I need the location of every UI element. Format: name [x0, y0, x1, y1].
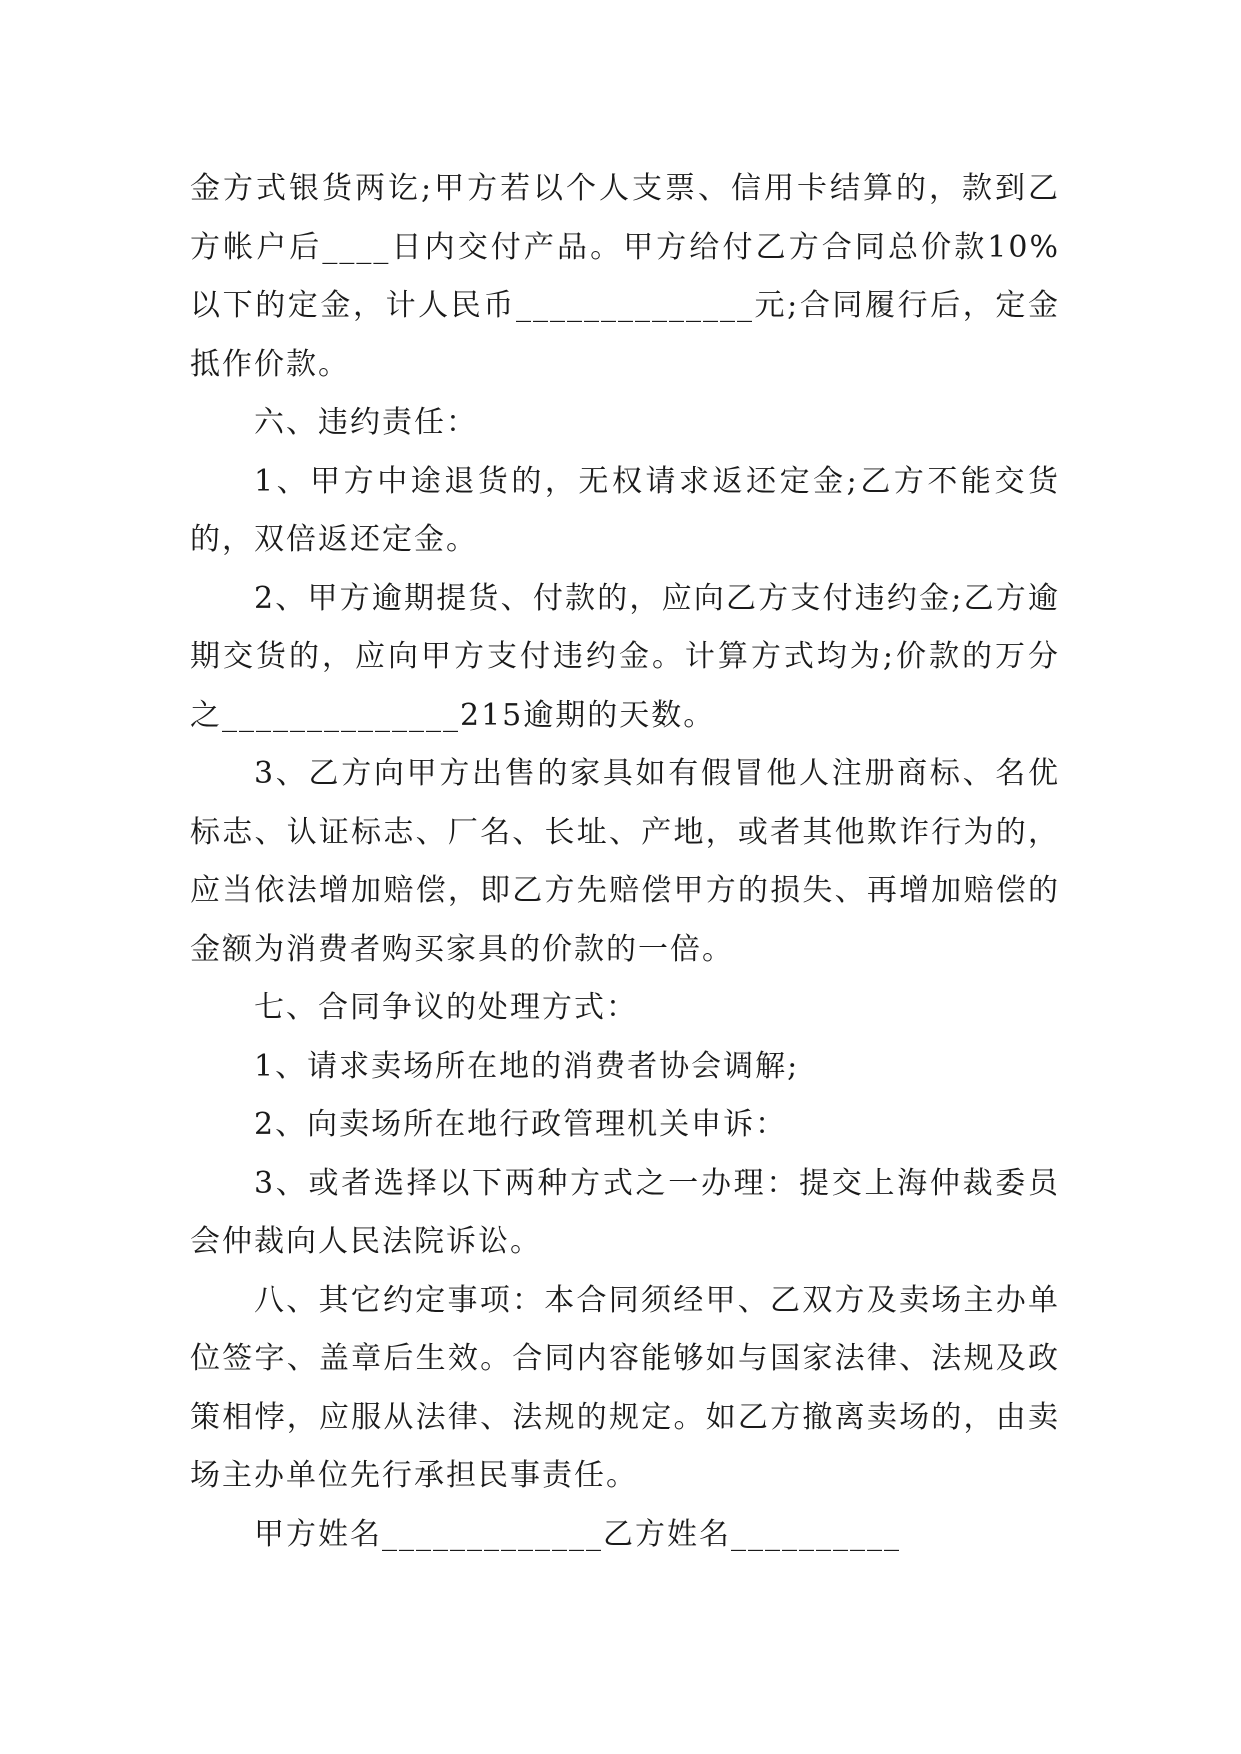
- paragraph-other-terms: 八、其它约定事项：本合同须经甲、乙双方及卖场主办单位签字、盖章后生效。合同内容能够如与国家法律、法规及政策相悖，应服从法律、法规的规定。如乙方撤离卖场的，由卖场主办单位先行承担民事责任。: [190, 1282, 1060, 1493]
- party-a-blank: _____________: [382, 1516, 603, 1552]
- party-b-blank: __________: [731, 1516, 901, 1552]
- heading-dispute-resolution: 七、合同争议的处理方式：: [254, 990, 638, 1025]
- paragraph-dispute-3: 3、或者选择以下两种方式之一办理：提交上海仲裁委员会仲裁向人民法院诉讼。: [190, 1165, 1060, 1259]
- paragraph-dispute-1: 1、请求卖场所在地的消费者协会调解;: [254, 1048, 800, 1084]
- paragraph-dispute-2: 2、向卖场所在地行政管理机关申诉：: [254, 1107, 788, 1142]
- heading-breach-liability: 六、违约责任：: [254, 405, 478, 440]
- signature-line: [190, 1506, 1060, 1565]
- paragraph-breach-3: 3、乙方向甲方出售的家具如有假冒他人注册商标、名优标志、认证标志、厂名、长址、产地，或者其他欺诈行为的，应当依法增加赔偿，即乙方先赔偿甲方的损失、再增加赔偿的金额为消费者购买家具的价款的一倍。: [190, 756, 1060, 967]
- document-page: [190, 160, 1060, 1564]
- party-a-label: 甲方姓名: [254, 1516, 382, 1552]
- party-b-label: 乙方姓名: [603, 1516, 731, 1552]
- paragraph-breach-1: 1、甲方中途退货的，无权请求返还定金;乙方不能交货的，双倍返还定金。: [190, 463, 1060, 557]
- paragraph-payment-terms: 金方式银货两讫;甲方若以个人支票、信用卡结算的，款到乙方帐户后____日内交付产品。甲方给付乙方合同总价款10%以下的定金，计人民币______________元;合同履行后，定金抵作价款。: [190, 171, 1060, 382]
- paragraph-breach-2: 2、甲方逾期提货、付款的，应向乙方支付违约金;乙方逾期交货的，应向甲方支付违约金。计算方式均为;价款的万分之______________215逾期的天数。: [190, 580, 1060, 733]
